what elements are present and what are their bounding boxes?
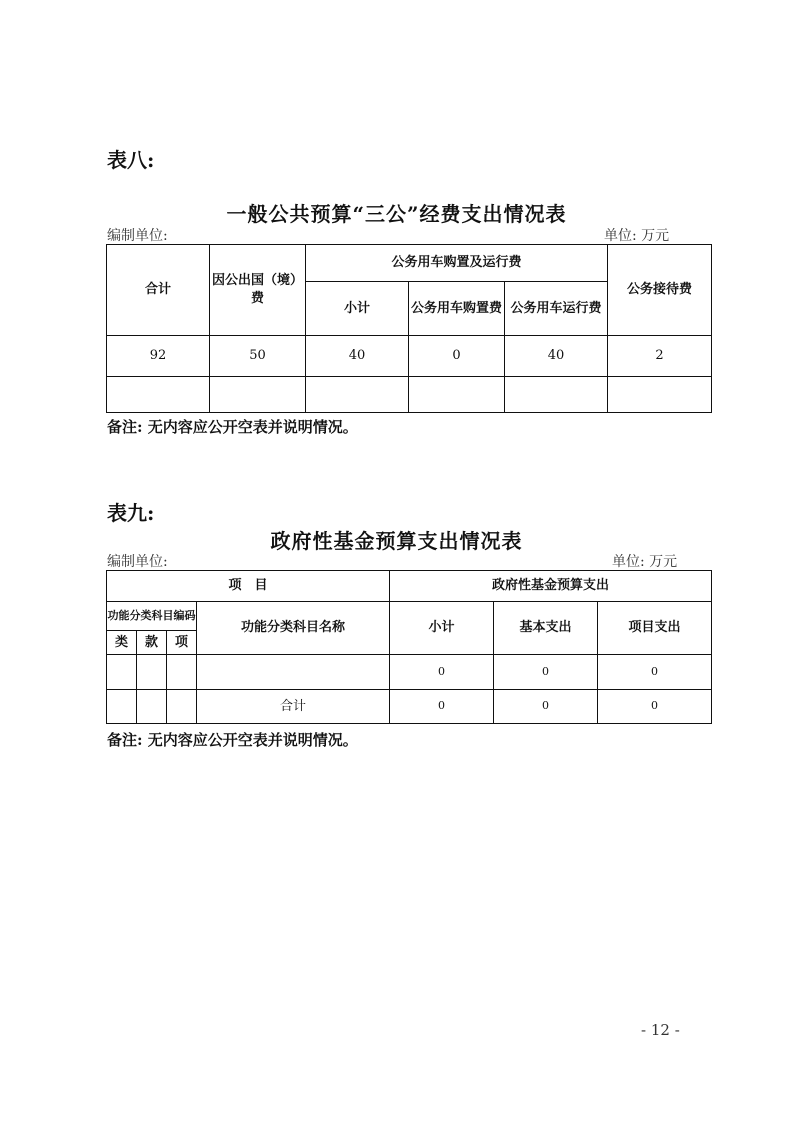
page-number: - 12 -: [641, 1021, 680, 1039]
cell-vehicle-operation: 40: [505, 336, 608, 377]
header-xiang: 项: [167, 631, 197, 655]
table8-unit-right: 单位: 万元: [604, 228, 670, 244]
cell-total-label: 合计: [197, 690, 390, 724]
cell-reception: 2: [608, 336, 712, 377]
header-project: 项目支出: [598, 602, 712, 655]
table9-unit-right: 单位: 万元: [612, 554, 678, 570]
cell-subtotal: 0: [390, 655, 494, 690]
table8-three-public-expenses: [106, 244, 712, 413]
table8-title: 一般公共预算“三公”经费支出情况表: [226, 202, 567, 226]
header-subtotal: 小计: [306, 282, 409, 336]
header-subtotal: 小计: [390, 602, 494, 655]
header-item: 项 目: [107, 571, 390, 602]
header-overseas: 因公出国（境）费: [210, 245, 306, 336]
cell-project: 0: [598, 655, 712, 690]
table9-heading: 表九:: [107, 501, 155, 525]
header-total: 合计: [107, 245, 210, 336]
cell-total: 92: [107, 336, 210, 377]
table-row: [107, 336, 712, 377]
table8-unit-left: 编制单位:: [107, 228, 168, 244]
header-name: 功能分类科目名称: [197, 602, 390, 655]
table-row: [107, 377, 712, 413]
cell-total-subtotal: 0: [390, 690, 494, 724]
header-vehicle-purchase: 公务用车购置费: [409, 282, 505, 336]
cell-subtotal: 40: [306, 336, 409, 377]
header-fund-expense: 政府性基金预算支出: [390, 571, 712, 602]
cell-vehicle-purchase: 0: [409, 336, 505, 377]
header-vehicle: 公务用车购置及运行费: [306, 245, 608, 282]
table8-heading: 表八:: [107, 148, 155, 172]
header-lei: 类: [107, 631, 137, 655]
table9-title: 政府性基金预算支出情况表: [270, 529, 523, 553]
header-reception: 公务接待费: [608, 245, 712, 336]
table8-note: 备注: 无内容应公开空表并说明情况。: [107, 418, 358, 436]
table-row: [107, 690, 712, 724]
header-code: 功能分类科目编码: [107, 602, 197, 631]
table9-government-fund-expenses: [106, 570, 712, 724]
header-vehicle-operation: 公务用车运行费: [505, 282, 608, 336]
cell-overseas: 50: [210, 336, 306, 377]
header-kuan: 款: [137, 631, 167, 655]
cell-basic: 0: [494, 655, 598, 690]
table9-unit-left: 编制单位:: [107, 554, 168, 570]
cell-total-basic: 0: [494, 690, 598, 724]
header-basic: 基本支出: [494, 602, 598, 655]
table9-note: 备注: 无内容应公开空表并说明情况。: [107, 731, 358, 749]
cell-total-project: 0: [598, 690, 712, 724]
table-row: [107, 655, 712, 690]
